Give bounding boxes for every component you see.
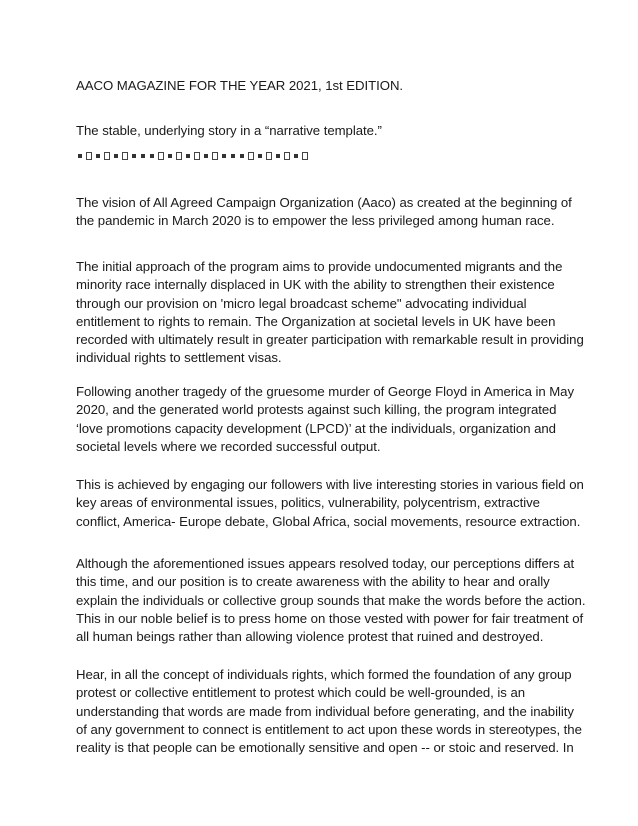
paragraph-line: this time, and our position is to create awareness with the ability to hear and orally — [76, 574, 550, 590]
subtitle: The stable, underlying story in a “narrative template.” — [76, 123, 382, 138]
missing-glyph-box-icon — [301, 151, 310, 161]
paragraph-line: Although the aforementioned issues appears resolved today, our perceptions differs at — [76, 556, 575, 571]
glyph-dot-icon — [229, 151, 238, 161]
paragraph-perceptions — [76, 555, 585, 646]
missing-glyph-box-icon — [265, 151, 274, 161]
missing-glyph-box-icon — [175, 151, 184, 161]
paragraph-line: minority race internally displaced in UK with the ability to strengthen their existence — [76, 277, 555, 293]
missing-glyph-box-icon — [85, 151, 94, 161]
paragraph-line: the pandemic in March 2020 is to empower the less privileged among human race. — [76, 213, 555, 229]
paragraph-line: conflict, America- Europe debate, Global Africa, social movements, resource extraction. — [76, 513, 581, 529]
paragraph-line: Hear, in all the concept of individuals rights, which formed the foundation of any group — [76, 667, 572, 682]
placeholder-glyph-row — [76, 150, 310, 162]
paragraph-line: reality is that people can be emotionally sensitive and open -- or stoic and reserved. In — [76, 740, 574, 756]
paragraph-line: societal levels where we recorded successful output. — [76, 438, 381, 454]
paragraph-line: recorded with ultimately result in greater participation with remarkable result in providing — [76, 332, 584, 348]
glyph-dot-icon — [238, 151, 247, 161]
glyph-dot-icon — [184, 151, 193, 161]
missing-glyph-box-icon — [283, 151, 292, 161]
paragraph-line: understanding that words are made from individual before generating, and the inability — [76, 703, 574, 719]
paragraph-line: all human beings rather than allowing violence protest that ruined and destroyed. — [76, 629, 544, 645]
glyph-dot-icon — [112, 151, 121, 161]
glyph-dot-icon — [220, 151, 229, 161]
glyph-dot-icon — [166, 151, 175, 161]
paragraph-line: This is achieved by engaging our followers with live interesting stories in various field on — [76, 477, 584, 492]
glyph-dot-icon — [130, 151, 139, 161]
paragraph-line: 2020, and the generated world protests against such killing, the program integrated — [76, 402, 557, 418]
glyph-dot-icon — [274, 151, 283, 161]
glyph-dot-icon — [148, 151, 157, 161]
paragraph-line: The initial approach of the program aims to provide undocumented migrants and the — [76, 259, 563, 274]
missing-glyph-box-icon — [157, 151, 166, 161]
paragraph-line: entitlement to rights to remain. The Organization at societal levels in UK have been — [76, 313, 556, 329]
paragraph-line: key areas of environmental issues, politics, vulnerability, polycentrism, extractive — [76, 495, 540, 511]
paragraph-engagement — [76, 476, 584, 531]
paragraph-line: This in our noble belief is to press home on those vested with power for fair treatment of — [76, 610, 584, 626]
glyph-dot-icon — [256, 151, 265, 161]
paragraph-line: protest or collective entitlement to protest which could be well-grounded, is an — [76, 685, 526, 701]
missing-glyph-box-icon — [103, 151, 112, 161]
paragraph-initial-approach — [76, 258, 584, 368]
paragraph-line: Following another tragedy of the gruesome murder of George Floyd in America in May — [76, 384, 575, 399]
paragraph-line: ‘love promotions capacity development (LPCD)’ at the individuals, organization and — [76, 420, 556, 436]
missing-glyph-box-icon — [211, 151, 220, 161]
glyph-dot-icon — [292, 151, 301, 161]
missing-glyph-box-icon — [247, 151, 256, 161]
paragraph-individual-rights — [76, 666, 582, 757]
paragraph-george-floyd — [76, 383, 574, 456]
paragraph-line: of any government to connect is entitlement to act upon these words in stereotypes, the — [76, 721, 582, 737]
page-title: AACO MAGAZINE FOR THE YEAR 2021, 1st EDITION. — [76, 78, 404, 93]
paragraph-line: through our provision on 'micro legal broadcast scheme" advocating individual — [76, 295, 527, 311]
glyph-dot-icon — [139, 151, 148, 161]
paragraph-vision — [76, 194, 572, 231]
paragraph-line: The vision of All Agreed Campaign Organization (Aaco) as created at the beginning of — [76, 195, 572, 210]
missing-glyph-box-icon — [193, 151, 202, 161]
paragraph-line: individual rights to settlement visas. — [76, 350, 282, 366]
paragraph-line: explain the individuals or collective group sounds that make the words before the action. — [76, 592, 586, 608]
missing-glyph-box-icon — [121, 151, 130, 161]
glyph-dot-icon — [202, 151, 211, 161]
glyph-dot-icon — [76, 151, 85, 161]
glyph-dot-icon — [94, 151, 103, 161]
